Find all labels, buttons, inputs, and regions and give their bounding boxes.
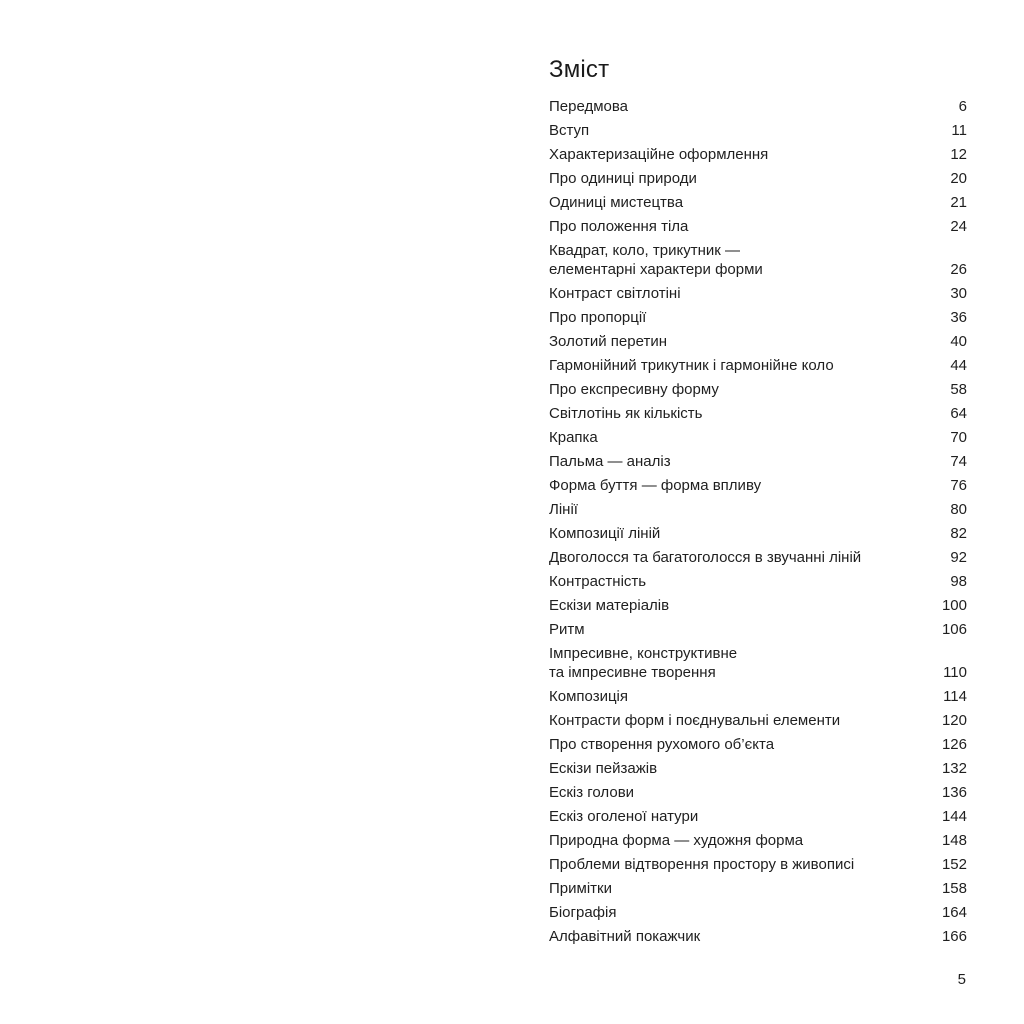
toc-entry-page: 120: [941, 711, 967, 729]
toc-entry: [549, 329, 967, 353]
toc-entry-page: 100: [941, 596, 967, 614]
toc-entry-page: 20: [950, 169, 967, 187]
table-of-contents: [549, 56, 967, 948]
toc-entry-title: Імпресивне, конструктивне та імпресивне творення: [549, 644, 738, 681]
toc-entry-title: Одиниці мистецтва: [549, 193, 684, 211]
toc-entry: [549, 780, 967, 804]
toc-entry-page: 12: [950, 145, 967, 163]
toc-entry-page: 64: [950, 404, 967, 422]
toc-entry-page: 98: [950, 572, 967, 590]
toc-entry-page: 92: [950, 548, 967, 566]
toc-entry: [549, 281, 967, 305]
toc-entry-title: Гармонійний трикутник і гармонійне коло: [549, 356, 834, 374]
toc-entry-title: Форма буття — форма впливу: [549, 476, 762, 494]
toc-entry-page: 136: [941, 783, 967, 801]
toc-entry: [549, 305, 967, 329]
toc-entry-title: Контрасти форм і поєднувальні елементи: [549, 711, 841, 729]
toc-entry-title: Передмова: [549, 97, 629, 115]
toc-entry-title: Проблеми відтворення простору в живописі: [549, 855, 855, 873]
toc-entry-page: 80: [950, 500, 967, 518]
toc-entry-title: Ескіз оголеної натури: [549, 807, 699, 825]
toc-entry-title: Ескізи пейзажів: [549, 759, 658, 777]
toc-entry-title: Двоголосся та багатоголосся в звучанні ліній: [549, 548, 862, 566]
toc-entry: [549, 425, 967, 449]
toc-entry: [549, 732, 967, 756]
toc-entry: [549, 900, 967, 924]
toc-entry: [549, 684, 967, 708]
toc-entry: [549, 521, 967, 545]
toc-entry: [549, 828, 967, 852]
toc-entry: [549, 924, 967, 948]
toc-entry-title: Про створення рухомого об’єкта: [549, 735, 775, 753]
toc-entry-title: Квадрат, коло, трикутник — елементарні характери форми: [549, 241, 763, 278]
toc-entry-title: Ескізи матеріалів: [549, 596, 670, 614]
toc-entry-page: 21: [950, 193, 967, 211]
toc-entry-page: 58: [950, 380, 967, 398]
toc-entry: [549, 852, 967, 876]
toc-entry-title: Контрастність: [549, 572, 647, 590]
toc-entry-title: Примітки: [549, 879, 612, 897]
page-number: 5: [957, 971, 966, 988]
toc-entry: [549, 804, 967, 828]
toc-title: Зміст: [549, 56, 610, 83]
toc-entry: [549, 449, 967, 473]
toc-entry: [549, 238, 967, 281]
toc-entry-title: Світлотінь як кількість: [549, 404, 703, 422]
toc-entry: [549, 353, 967, 377]
toc-entry-page: 82: [950, 524, 967, 542]
toc-entry: [549, 641, 967, 684]
toc-entry-page: 44: [950, 356, 967, 374]
toc-entry-page: 74: [950, 452, 967, 470]
toc-entry-page: 36: [950, 308, 967, 326]
toc-entry-page: 144: [941, 807, 967, 825]
toc-entry: [549, 497, 967, 521]
toc-entry-title: Вступ: [549, 121, 590, 139]
toc-entry: [549, 473, 967, 497]
toc-entry-title: Крапка: [549, 428, 598, 446]
toc-entry-title: Біографія: [549, 903, 617, 921]
toc-entry: [549, 756, 967, 780]
toc-entry-page: 11: [951, 121, 967, 139]
toc-entry-page: 6: [958, 97, 967, 115]
toc-entry-page: 110: [943, 663, 967, 681]
toc-entry-title: Про експресивну форму: [549, 380, 719, 398]
toc-entry-title: Пальма — аналіз: [549, 452, 671, 470]
toc-entry: [549, 142, 967, 166]
toc-entry-title: Характеризаційне оформлення: [549, 145, 769, 163]
toc-entry: [549, 617, 967, 641]
toc-entry-title: Ескіз голови: [549, 783, 635, 801]
toc-entry-title: Золотий перетин: [549, 332, 667, 350]
toc-entry: [549, 708, 967, 732]
toc-entry-title: Композиції ліній: [549, 524, 661, 542]
toc-entry-page: 126: [941, 735, 967, 753]
toc-entry-page: 164: [941, 903, 967, 921]
toc-entry: [549, 593, 967, 617]
toc-entry: [549, 545, 967, 569]
toc-entry-page: 114: [943, 687, 967, 705]
toc-entry-page: 70: [950, 428, 967, 446]
toc-entry-page: 26: [950, 260, 967, 278]
toc-entry-page: 158: [941, 879, 967, 897]
toc-entry-page: 148: [941, 831, 967, 849]
toc-entry-page: 152: [941, 855, 967, 873]
toc-entry: [549, 377, 967, 401]
toc-entry-title: Композиція: [549, 687, 628, 705]
toc-entry-page: 30: [950, 284, 967, 302]
toc-entry-page: 40: [950, 332, 967, 350]
toc-entry: [549, 214, 967, 238]
toc-entry: [549, 94, 967, 118]
toc-entry-title: Лінії: [549, 500, 578, 518]
toc-entry-title: Ритм: [549, 620, 585, 638]
toc-entry-page: 24: [950, 217, 967, 235]
toc-entry: [549, 190, 967, 214]
toc-entry-page: 132: [941, 759, 967, 777]
toc-entry-title: Про одиниці природи: [549, 169, 697, 187]
toc-entry-title: Про положення тіла: [549, 217, 689, 235]
toc-entry-page: 76: [950, 476, 967, 494]
toc-entry-title: Про пропорції: [549, 308, 647, 326]
toc-entry: [549, 401, 967, 425]
toc-list: [549, 94, 967, 948]
toc-entry: [549, 876, 967, 900]
toc-entry: [549, 569, 967, 593]
toc-entry-title: Природна форма — художня форма: [549, 831, 804, 849]
toc-entry-page: 166: [941, 927, 967, 945]
toc-entry: [549, 166, 967, 190]
toc-entry-title: Контраст світлотіні: [549, 284, 681, 302]
toc-entry-title: Алфавітний покажчик: [549, 927, 701, 945]
toc-entry-page: 106: [941, 620, 967, 638]
toc-entry: [549, 118, 967, 142]
